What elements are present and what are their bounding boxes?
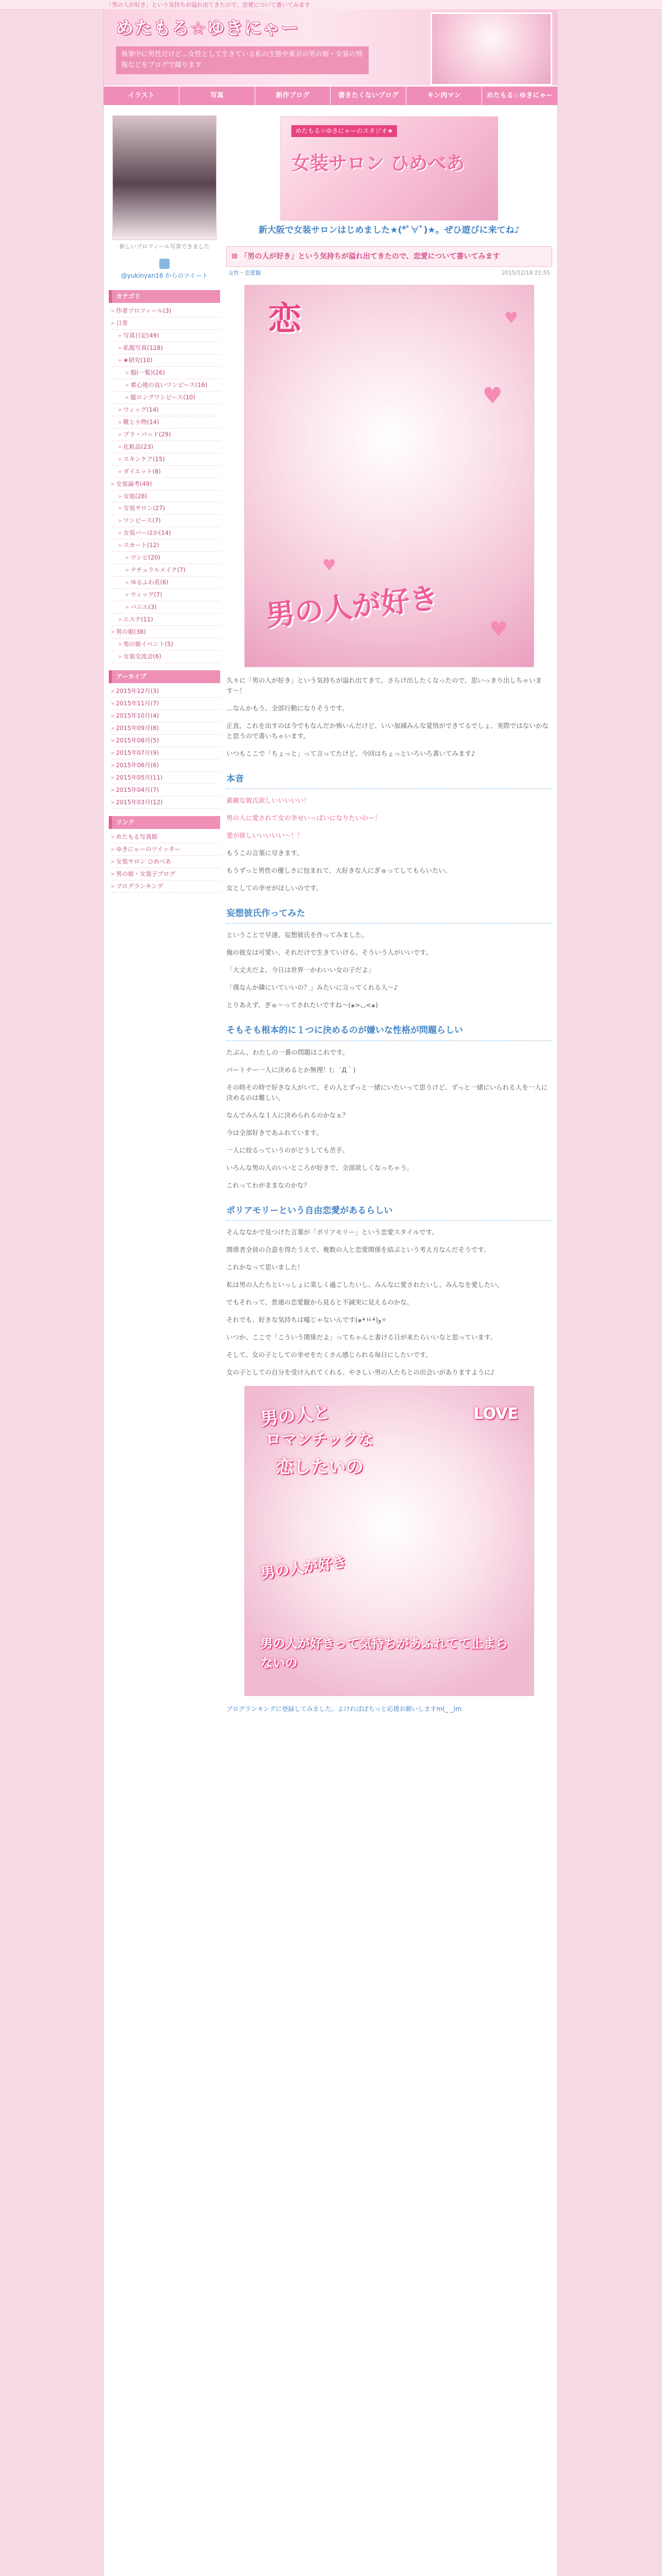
- sidebar-link[interactable]: » ワンピ(20): [112, 552, 220, 564]
- sidebar-link[interactable]: » エステ(11): [112, 614, 220, 626]
- site-title[interactable]: めたもる☆ゆきにゃー: [116, 18, 300, 39]
- paragraph: たぶん、わたしの一番の問題はこれです。: [226, 1048, 349, 1056]
- sidebar-link[interactable]: » めたもる写真館: [112, 831, 220, 843]
- profile-note: 新しいプロフィール写真できました: [119, 243, 210, 250]
- banner-title: 女装サロン ひめべあ: [291, 153, 465, 174]
- heart-icon: ♥: [489, 617, 508, 641]
- sidebar-box: [109, 816, 220, 893]
- section-heading-1: 本音: [226, 772, 552, 789]
- section-3-body: [226, 1047, 552, 1191]
- nav-new-blog[interactable]: 新作ブログ: [255, 87, 331, 105]
- sidebar-link[interactable]: » 私服写真(128): [112, 342, 220, 354]
- sidebar-link[interactable]: » 2015年06月(6): [112, 759, 220, 772]
- post-photo-2: [244, 1386, 534, 1696]
- photo2-text: 男の人と: [259, 1401, 332, 1430]
- sidebar-link[interactable]: » ブログランキング: [112, 880, 220, 893]
- nav-private-blog[interactable]: 書きたくないブログ: [330, 87, 406, 105]
- top-strip-text: 「男の人が好き」という気持ちが溢れ出てきたので、恋愛について書いてみます: [106, 2, 310, 8]
- paragraph: …なんかもう、全部行動になりそうです。: [226, 704, 349, 712]
- sidebar-list: [109, 829, 220, 893]
- sidebar-link[interactable]: » 女装(28): [112, 490, 220, 503]
- sidebar-link[interactable]: » 2015年12月(3): [112, 685, 220, 698]
- photo2-text: ロマンチックな: [266, 1430, 374, 1449]
- paragraph: 正直、これを出すのは今でもなんだか怖いんだけど、いい加減みんな覚悟ができてるでしょ、実際ではないかなと思うので書いちゃいます。: [226, 721, 549, 740]
- ranking-link[interactable]: ブログランキングに登録してみました。よければぽちっと応援お願いしますm(_ _)m: [226, 1705, 462, 1713]
- section-2-body: [226, 930, 552, 1010]
- sidebar-link[interactable]: » 服(一覧)(26): [112, 367, 220, 379]
- post-category[interactable]: 女性・恋愛観: [228, 270, 261, 277]
- sidebar-link[interactable]: » 2015年09月(8): [112, 722, 220, 735]
- section-heading-2: 妄想彼氏作ってみた: [226, 907, 552, 924]
- sidebar-link[interactable]: » 2015年05月(11): [112, 772, 220, 784]
- sidebar-link[interactable]: » 2015年03月(12): [112, 796, 220, 809]
- sidebar-list: [109, 683, 220, 809]
- paragraph: 「僕なんか隣にいていいの？」みたいに言ってくれる人〜♪: [226, 984, 398, 992]
- sidebar-link[interactable]: » ウィッグ(14): [112, 404, 220, 416]
- sidebar-link[interactable]: » 着心地の良いワンピース(16): [112, 379, 220, 392]
- paragraph: 「大丈夫だよ、今日は世界一かわいい女の子だよ」: [226, 966, 375, 974]
- sidebar: [109, 111, 220, 1714]
- sidebar-link[interactable]: » 日常: [112, 317, 220, 330]
- profile-image[interactable]: [112, 115, 217, 240]
- paragraph: でもそれって、普通の恋愛観から見ると不誠実に見えるのかな。: [226, 1298, 413, 1306]
- sidebar-link[interactable]: » ★研究(10): [112, 354, 220, 367]
- paragraph: これかなって思いました！: [226, 1263, 304, 1271]
- sidebar-link[interactable]: » 男の娘・女装子ブログ: [112, 868, 220, 880]
- sidebar-link[interactable]: » パニエ(3): [112, 601, 220, 614]
- sidebar-link[interactable]: » 女装交流会(6): [112, 651, 220, 663]
- sidebar-list: [109, 303, 220, 663]
- photo2-text: LOVE: [473, 1404, 518, 1423]
- section-1-body: [226, 795, 552, 893]
- paragraph: 一人に絞るっていうのがどうしても苦手。: [226, 1146, 349, 1154]
- paragraph: パートナー一人に決めるとか無理！(；´Д｀): [226, 1065, 356, 1074]
- post-meta: [226, 267, 552, 278]
- photo-overlay-otoko: 男の人が好き: [264, 582, 440, 633]
- sidebar-link[interactable]: » 2015年04月(7): [112, 784, 220, 796]
- header-photo: [431, 12, 552, 86]
- sidebar-boxes: [109, 290, 220, 893]
- sidebar-link[interactable]: » ダイエット(8): [112, 466, 220, 478]
- global-nav: [104, 86, 557, 106]
- sidebar-link[interactable]: » 靴と小物(14): [112, 416, 220, 429]
- site-description: 執筆中に男性だけど…女性として生きている私の生態や東京の男の娘・女装の情報などをブログで綴ります: [116, 46, 369, 74]
- sidebar-link[interactable]: » 女装サロン(27): [112, 502, 220, 515]
- paragraph: 私は男の人たちといっしょに楽しく過ごしたいし、みんなに愛されたいし、みんなを愛したい。: [226, 1280, 504, 1289]
- sidebar-link[interactable]: » 2015年08月(5): [112, 735, 220, 747]
- page-wrapper: [103, 9, 558, 2576]
- sidebar-box: [109, 290, 220, 663]
- photo2-text: 男の人が好き: [259, 1553, 348, 1582]
- paragraph: 素敵な彼氏欲しいいいいい！: [226, 796, 310, 805]
- sidebar-link[interactable]: » 2015年11月(7): [112, 698, 220, 710]
- sidebar-box-title: カテゴリ: [109, 290, 220, 303]
- sidebar-link[interactable]: » スキンケア(15): [112, 453, 220, 466]
- post-intro: [226, 675, 552, 759]
- paragraph: そして、女の子としての幸せをたくさん感じられる毎日にしたいです。: [226, 1350, 432, 1359]
- sidebar-link[interactable]: » 縦ロングワンピース(10): [112, 392, 220, 404]
- sidebar-box: [109, 670, 220, 809]
- paragraph: 男の人に愛されて女の幸せいっぱいになりたいのー！: [226, 814, 382, 822]
- main-content: [226, 111, 552, 1714]
- salon-banner[interactable]: [280, 116, 498, 221]
- sidebar-link[interactable]: » ブラ・パッド(29): [112, 429, 220, 441]
- post-date: 2015/12/18 21:55: [501, 270, 550, 277]
- paragraph: もうこの言葉に尽きます。: [226, 849, 304, 857]
- sidebar-link[interactable]: » 写真日記(49): [112, 330, 220, 342]
- post-body: [226, 675, 552, 1714]
- nav-illustration[interactable]: イラスト: [104, 87, 179, 105]
- photo-overlay-koi: 恋: [262, 300, 301, 334]
- sidebar-link[interactable]: » ゆるふわ系(6): [112, 577, 220, 589]
- heart-icon: ♥: [322, 556, 336, 574]
- sidebar-link[interactable]: » スカート(12): [112, 539, 220, 552]
- paragraph: これってわがままなのかな？: [226, 1181, 310, 1189]
- paragraph: 愛が欲しいいいいい〜！！: [226, 832, 304, 840]
- nav-kinnikuman[interactable]: キン肉マン: [406, 87, 482, 105]
- twitter-widget[interactable]: [109, 259, 220, 281]
- paragraph: いつか、ここで「こういう関係だよ」ってちゃんと書ける日が来たらいいなと思っています。: [226, 1333, 497, 1341]
- sidebar-link[interactable]: » 女装バーほか(14): [112, 527, 220, 539]
- site-header: [104, 9, 557, 86]
- sidebar-link[interactable]: » 2015年10月(4): [112, 710, 220, 722]
- heart-icon: ♥: [482, 382, 503, 409]
- sidebar-box-title: リンク: [109, 816, 220, 829]
- paragraph: いつもここで「ちょっと」って言ってたけど、今回はちょっといろいろ書いてみます♪: [226, 749, 475, 757]
- paragraph: とりあえず、ぎゅ〜ってされたいですね〜(๑>◡<๑): [226, 1001, 378, 1009]
- paragraph: それでも、好きな気持ちは嘘じゃないんです(๑•̀ㅂ•́)و✧: [226, 1315, 387, 1324]
- paragraph: そんななかで見つけた言葉が「ポリアモリー」という恋愛スタイルです。: [226, 1228, 438, 1236]
- sidebar-link[interactable]: » 化粧品(23): [112, 441, 220, 453]
- sidebar-link[interactable]: » 男の娘イベント(5): [112, 638, 220, 651]
- sidebar-link[interactable]: » ナチュラルメイク(7): [112, 564, 220, 577]
- photo2-text: 恋したいの: [276, 1456, 363, 1478]
- post-photo-main: [244, 285, 534, 667]
- section-heading-3: そもそも根本的に１つに決めるのが嫌いな性格が問題らしい: [226, 1024, 552, 1041]
- nav-home[interactable]: めたもる☆ゆきにゃー: [486, 92, 553, 99]
- section-heading-4: ポリアモリーという自由恋愛があるらしい: [226, 1204, 552, 1221]
- paragraph: 久々に「男の人が好き」という気持ちが溢れ出てきて、さらけ出したくなったので、思いっきり出しちゃいます〜！: [226, 676, 542, 694]
- paragraph: いろんな男の人のいいところが好きで、全部欲しくなっちゃう。: [226, 1163, 413, 1172]
- paragraph: もうずっと男性の優しさに包まれて、大好きな人にぎゅってしてもらいたい。: [226, 867, 452, 875]
- paragraph: 関係者全員の合意を得たうえで、複数の人と恋愛関係を結ぶという考え方なんだそうです。: [226, 1245, 490, 1253]
- sidebar-link[interactable]: » 女装サロン ひめべあ: [112, 856, 220, 868]
- post-title[interactable]: 「男の人が好き」という気持ちが溢れ出てきたので、恋愛について書いてみます: [226, 246, 552, 267]
- paragraph: その時その時で好きな人がいて、その人とずっと一緒にいたいって思うけど、ずっと一緒にいられる人を一人に決めるのは難しい。: [226, 1083, 548, 1101]
- paragraph: 女としての幸せがほしいのです。: [226, 884, 323, 892]
- paragraph: 俺の彼女は可愛い、それだけで生きていける。そういう人がいいです。: [226, 948, 433, 957]
- sidebar-link[interactable]: » ゆきにゃーのツイッター: [112, 843, 220, 856]
- section-4-body: [226, 1227, 552, 1378]
- sidebar-box-title: アーカイブ: [109, 670, 220, 683]
- paragraph: 女の子としての自分を受け入れてくれる、やさしい男の人たちとの出会いがありますように♪: [226, 1368, 495, 1376]
- sidebar-link[interactable]: » 2015年07月(9): [112, 747, 220, 759]
- sidebar-link[interactable]: » 男の娘(38): [112, 626, 220, 638]
- heart-icon: ♥: [504, 309, 518, 327]
- photo2-text: 男の人が好きって気持ちがあふれてて止まらないの: [260, 1636, 508, 1671]
- paragraph: ということで早速、妄想彼氏を作ってみました。: [226, 931, 369, 939]
- paragraph: なんでみんな１人に決められるのかなぁ？: [226, 1111, 349, 1119]
- nav-photo[interactable]: 写真: [179, 87, 255, 105]
- paragraph: 今は全部好きであふれています。: [226, 1128, 323, 1137]
- twitter-icon: [159, 259, 170, 269]
- sidebar-link[interactable]: » ウィッグ(7): [112, 589, 220, 601]
- banner-caption[interactable]: 新大阪で女装サロンはじめました★(*ﾟ∀ﾟ)★。ぜひ遊びに来てね♪: [258, 225, 520, 235]
- banner-small: めたもる☆ゆきにゃーのスタジオ★: [291, 125, 397, 137]
- top-strip: [0, 0, 662, 10]
- sidebar-link[interactable]: » 作者プロフィール(3): [112, 305, 220, 317]
- twitter-text: @yukinyan16 からのツイート: [121, 272, 208, 279]
- sidebar-link[interactable]: » 女装論考(49): [112, 478, 220, 490]
- sidebar-link[interactable]: » ワンピース(7): [112, 515, 220, 527]
